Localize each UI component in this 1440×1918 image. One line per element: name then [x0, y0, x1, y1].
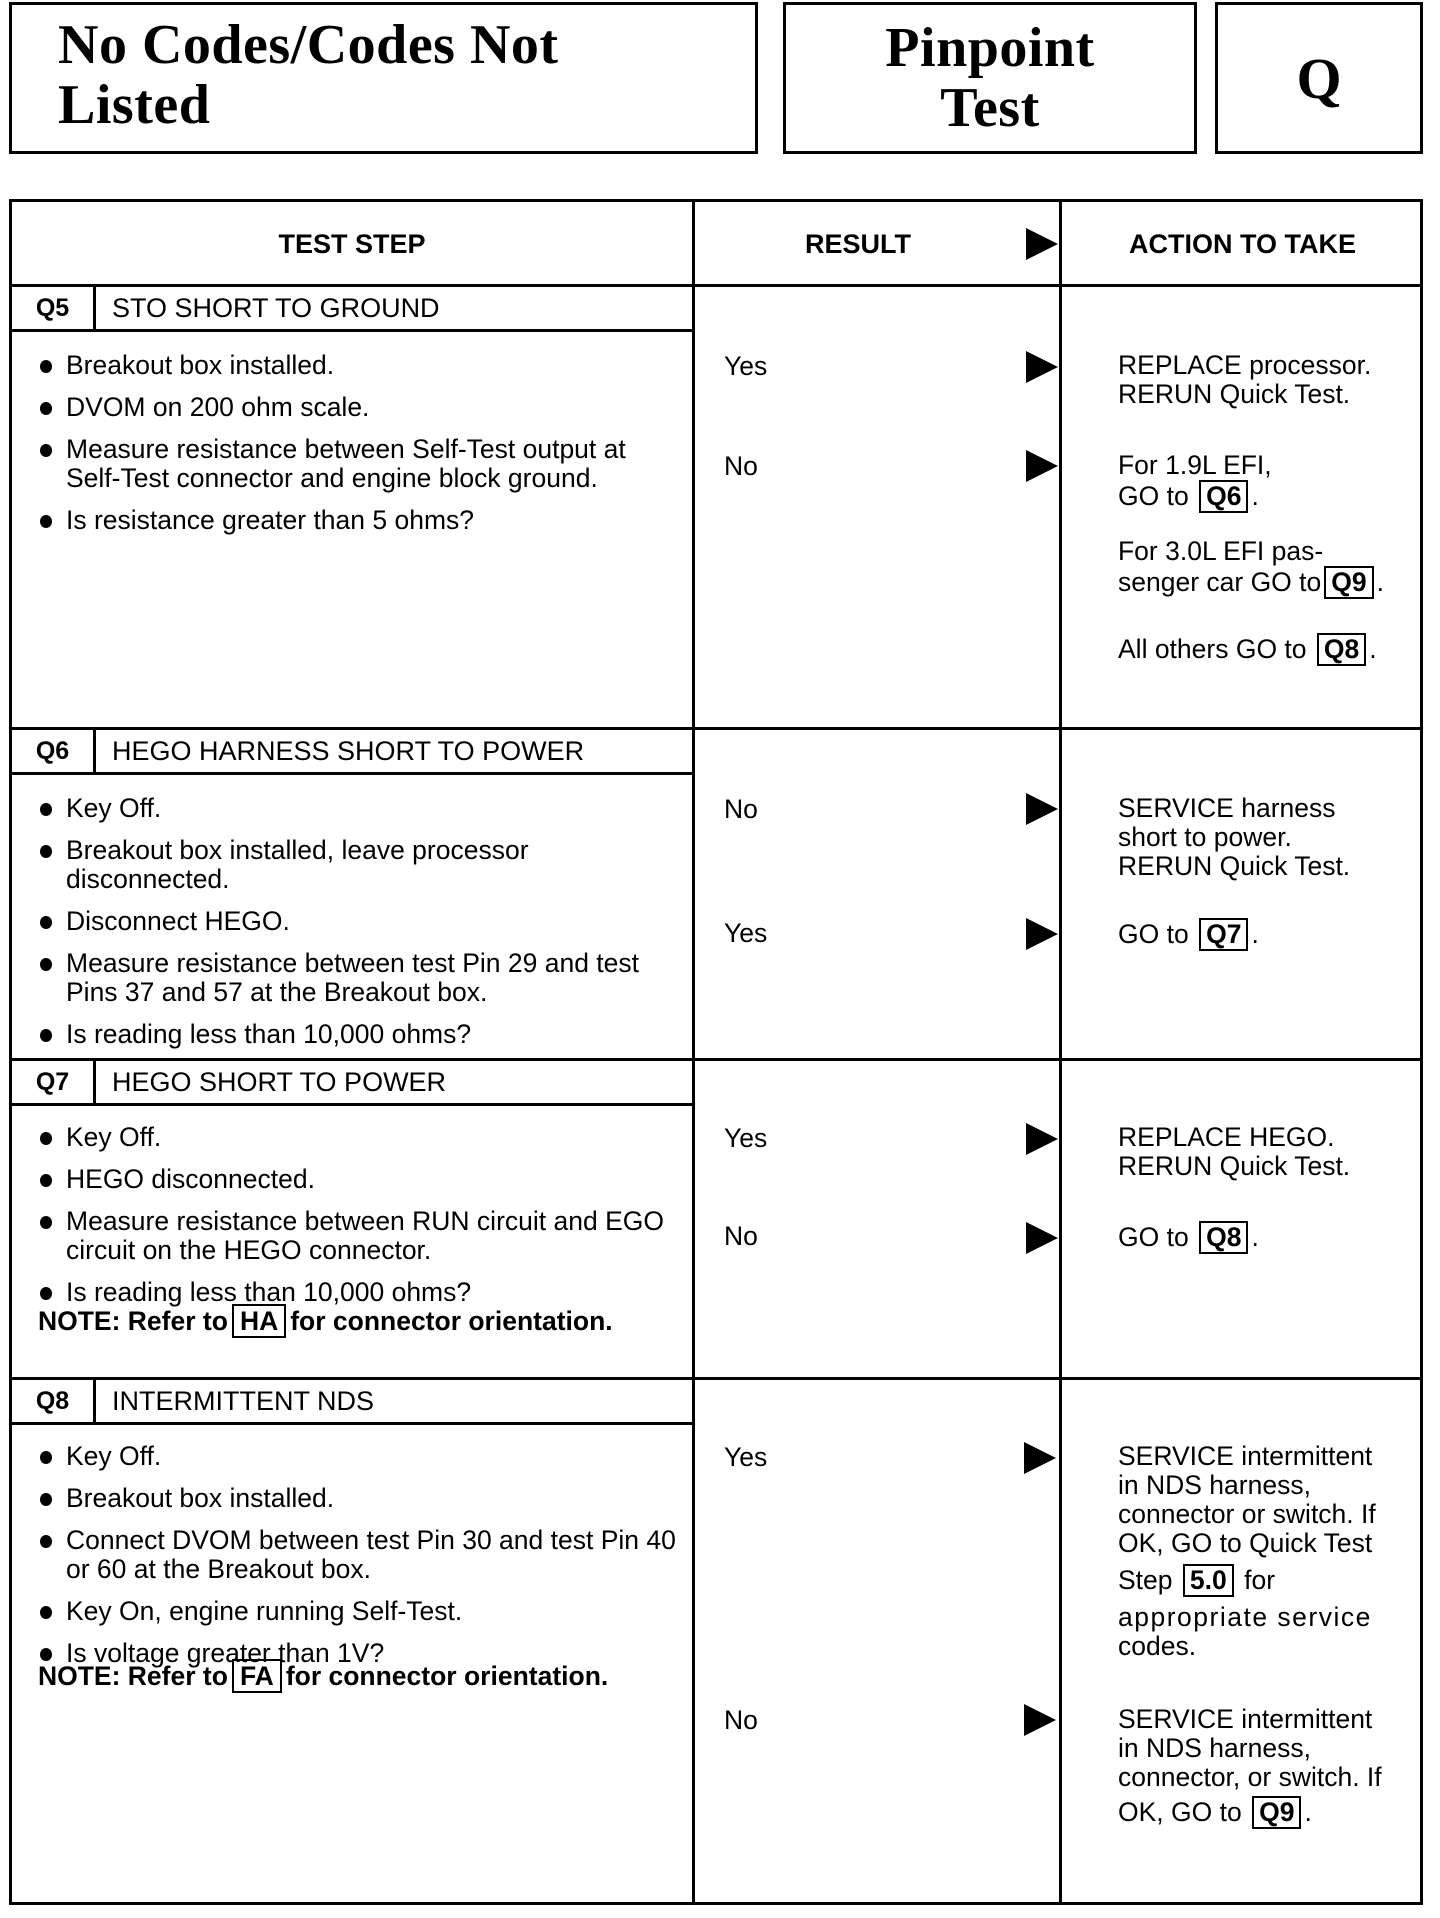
- result-no: No: [724, 451, 758, 481]
- bullet-icon: [40, 1451, 52, 1464]
- column-header-label: TEST STEP: [278, 228, 426, 259]
- instruction-item: Measure resistance between Self-Test output at Self-Test connector and engine block ground.: [36, 435, 676, 493]
- bullet-icon: [40, 803, 52, 816]
- step-id: Q8: [12, 1380, 96, 1422]
- pinpoint-test-table: [9, 199, 1423, 1905]
- step-title: INTERMITTENT NDS: [112, 1385, 374, 1416]
- bullet-icon: [40, 360, 52, 373]
- instruction-item: Breakout box installed.: [36, 351, 676, 380]
- instruction-item: Connect DVOM between test Pin 30 and test Pin 40 or 60 at the Breakout box.: [36, 1526, 676, 1584]
- bullet-icon: [40, 1132, 52, 1145]
- result-no: No: [724, 1705, 758, 1735]
- action-no: GO to Q8 .: [1118, 1222, 1259, 1252]
- step-note: NOTE: Refer to FA for connector orientation.: [38, 1661, 609, 1691]
- column-header-label: ACTION TO TAKE: [1129, 228, 1356, 259]
- goto-step-link[interactable]: Q9: [1324, 566, 1373, 599]
- action-yes: REPLACE HEGO. RERUN Quick Test.: [1118, 1122, 1351, 1181]
- arrow-right-icon: [1026, 793, 1058, 825]
- bullet-icon: [40, 515, 52, 528]
- step-header: [12, 730, 692, 775]
- result-yes: Yes: [724, 1442, 768, 1472]
- instruction-item: HEGO disconnected.: [36, 1165, 676, 1194]
- test-type-line1: Pinpoint: [885, 17, 1095, 79]
- arrow-right-icon: [1026, 1123, 1058, 1155]
- result-yes: Yes: [724, 351, 768, 381]
- instruction-item: Breakout box installed.: [36, 1484, 676, 1513]
- bullet-icon: [40, 845, 52, 858]
- instruction-item: Key On, engine running Self-Test.: [36, 1597, 676, 1626]
- bullet-icon: [40, 1535, 52, 1548]
- test-letter-box: [1215, 2, 1423, 154]
- step-header: [12, 1380, 692, 1425]
- action-no: For 1.9L EFI, GO to Q6 . For 3.0L EFI pas- senger car GO to Q9 . All others GO to Q8 .: [1118, 450, 1384, 664]
- column-header-action: [1062, 202, 1423, 286]
- bullet-icon: [40, 1029, 52, 1042]
- step-header: [12, 1061, 692, 1106]
- step-id: Q6: [12, 730, 96, 772]
- instruction-item: Breakout box installed, leave processor disconnected.: [36, 836, 676, 894]
- bullet-icon: [40, 958, 52, 971]
- step-id: Q7: [12, 1061, 96, 1103]
- bullet-icon: [40, 444, 52, 457]
- step-title: STO SHORT TO GROUND: [112, 292, 440, 323]
- test-step-q6: [12, 730, 1420, 1060]
- goto-step-link[interactable]: Q6: [1199, 480, 1248, 513]
- column-header-label: RESULT: [805, 228, 911, 259]
- instruction-item: Key Off.: [36, 1123, 676, 1152]
- instruction-item: Measure resistance between RUN circuit and EGO circuit on the HEGO connector.: [36, 1207, 676, 1265]
- result-no: No: [724, 794, 758, 824]
- test-letter: Q: [1296, 45, 1342, 111]
- goto-step-link[interactable]: Q9: [1252, 1796, 1301, 1829]
- connector-ref-link[interactable]: HA: [232, 1304, 286, 1338]
- arrow-right-icon: [1026, 351, 1058, 383]
- instruction-item: Is reading less than 10,000 ohms?: [36, 1020, 676, 1049]
- bullet-icon: [40, 916, 52, 929]
- instruction-item: Disconnect HEGO.: [36, 907, 676, 936]
- result-yes: Yes: [724, 918, 768, 948]
- result-yes: Yes: [724, 1123, 768, 1153]
- bullet-icon: [40, 1606, 52, 1619]
- instruction-item: Is reading less than 10,000 ohms?: [36, 1278, 676, 1307]
- result-no: No: [724, 1221, 758, 1251]
- procedure-title-line1: No Codes/Codes Not: [58, 14, 559, 76]
- step-title: HEGO SHORT TO POWER: [112, 1066, 447, 1097]
- step-note: NOTE: Refer to HA for connector orientation.: [38, 1306, 613, 1336]
- instruction-item: DVOM on 200 ohm scale.: [36, 393, 676, 422]
- arrow-right-icon: [1024, 1704, 1056, 1736]
- bullet-icon: [40, 1174, 52, 1187]
- action-yes: REPLACE processor. RERUN Quick Test.: [1118, 350, 1372, 409]
- procedure-title-line2: Listed: [58, 74, 211, 136]
- connector-ref-link[interactable]: FA: [232, 1659, 282, 1693]
- instruction-item: Is voltage greater than 1V?: [36, 1639, 676, 1668]
- test-step-q5: [12, 287, 1420, 664]
- test-type-box: [783, 2, 1197, 154]
- test-type-line2: Test: [940, 77, 1040, 139]
- test-step-q7: [12, 1061, 1420, 1379]
- arrow-right-icon: [1026, 1222, 1058, 1254]
- instruction-item: Key Off.: [36, 794, 676, 823]
- column-header-test-step: [12, 202, 692, 286]
- arrow-right-icon: [1026, 228, 1058, 260]
- step-header: [12, 287, 692, 332]
- bullet-icon: [40, 1493, 52, 1506]
- step-instructions: [36, 1123, 676, 1320]
- procedure-title-box: [9, 2, 758, 154]
- arrow-right-icon: [1026, 918, 1058, 950]
- step-title: HEGO HARNESS SHORT TO POWER: [112, 735, 585, 766]
- arrow-right-icon: [1024, 1442, 1056, 1474]
- goto-step-link[interactable]: Q7: [1199, 918, 1248, 951]
- step-id: Q5: [12, 287, 96, 329]
- action-no: SERVICE harness short to power. RERUN Quick Test.: [1118, 793, 1351, 881]
- goto-step-link[interactable]: Q8: [1199, 1221, 1248, 1254]
- goto-step-link[interactable]: Q8: [1317, 633, 1366, 666]
- action-yes: GO to Q7 .: [1118, 919, 1259, 949]
- step-instructions: [36, 351, 676, 548]
- instruction-item: Measure resistance between test Pin 29 and test Pins 37 and 57 at the Breakout box.: [36, 949, 676, 1007]
- step-instructions: [36, 794, 676, 1062]
- instruction-item: Is resistance greater than 5 ohms?: [36, 506, 676, 535]
- action-no: SERVICE intermittent in NDS harness, connector, or switch. If OK, GO to Q9 .: [1118, 1704, 1382, 1827]
- quick-test-step-link[interactable]: 5.0: [1183, 1564, 1234, 1597]
- action-yes: SERVICE intermittent in NDS harness, connector or switch. If OK, GO to Quick Test Step 5.0 for appropriate service codes.: [1118, 1441, 1376, 1661]
- bullet-icon: [40, 402, 52, 415]
- column-header-result: [695, 202, 1059, 286]
- instruction-item: Key Off.: [36, 1442, 676, 1471]
- step-instructions: [36, 1442, 676, 1681]
- bullet-icon: [40, 1216, 52, 1229]
- bullet-icon: [40, 1287, 52, 1300]
- arrow-right-icon: [1026, 450, 1058, 482]
- test-step-q8: [12, 1380, 1420, 1902]
